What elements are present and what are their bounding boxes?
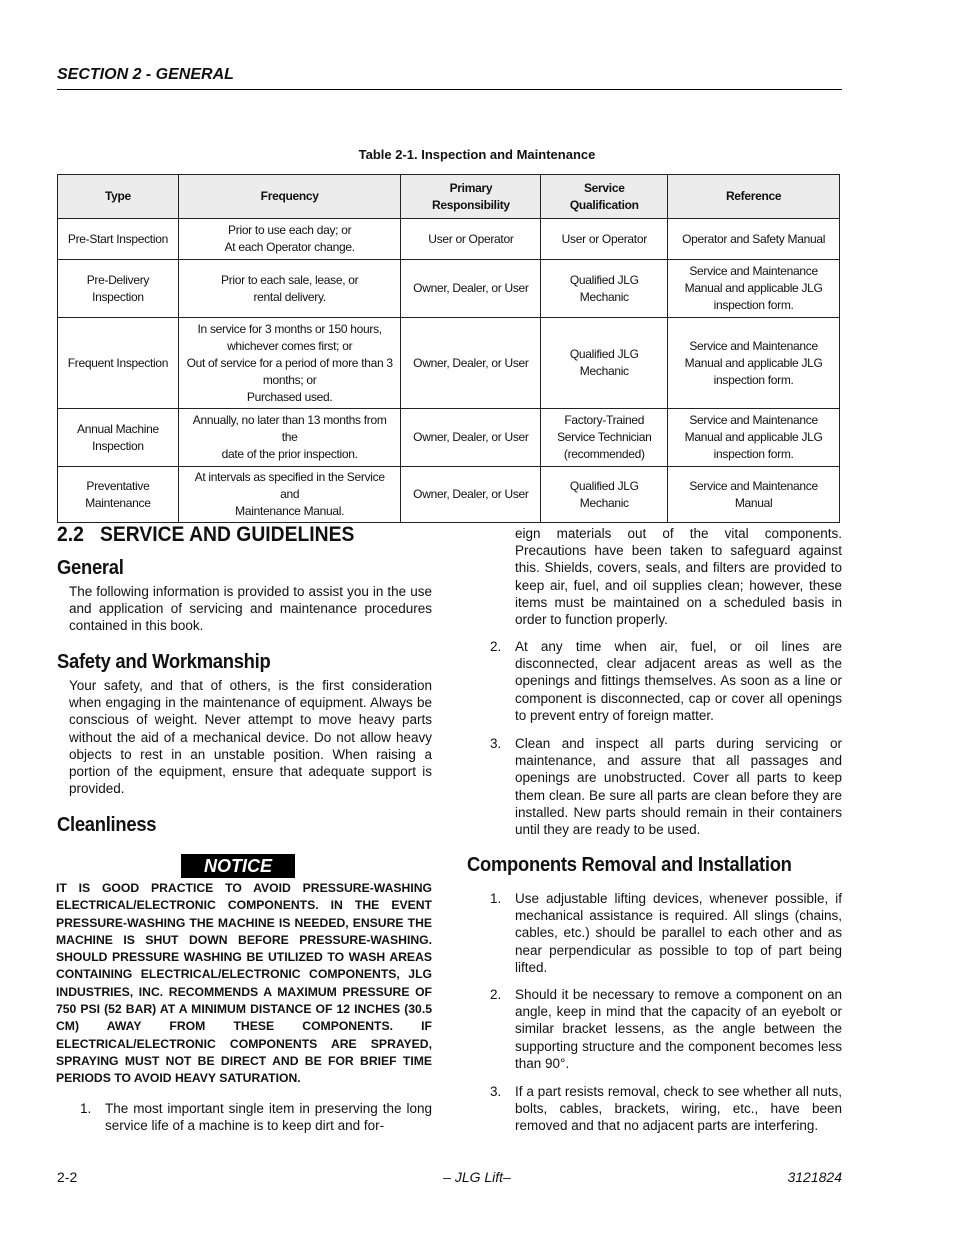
list-item xyxy=(490,890,842,976)
table-cell: Qualified JLG Mechanic xyxy=(541,318,668,409)
list-item xyxy=(490,638,842,724)
list-item-text: The most important single item in preserving the long service life of a machine is to keep dirt and for- xyxy=(105,1101,432,1134)
table-cell: Owner, Dealer, or User xyxy=(401,260,541,318)
table-cell: Prior to use each day; or At each Operator change. xyxy=(178,219,401,260)
list-item xyxy=(490,735,842,838)
table-row xyxy=(58,219,840,260)
col-header-reference: Reference xyxy=(668,175,840,219)
table-cell: Service and Maintenance Manual xyxy=(668,467,840,523)
table-cell: Annually, no later than 13 months from the date of the prior inspection. xyxy=(178,409,401,467)
safety-heading: Safety and Workmanship xyxy=(57,651,271,673)
table-cell: Owner, Dealer, or User xyxy=(401,467,541,523)
table-row xyxy=(58,260,840,318)
list-item-number: 2. xyxy=(490,987,502,1002)
safety-text: Your safety, and that of others, is the first consideration when engaging in the maintenance of equipment. Always be conscious of weight. Never attempt to move heavy parts without the aid of a mechanical device. Do not allow heavy objects to rest in an unstable position. When raising a portion of the equipment, ensure that adequate support is provided. xyxy=(69,678,432,797)
table-cell: Preventative Maintenance xyxy=(58,467,179,523)
section-header: SECTION 2 - GENERAL xyxy=(57,66,234,83)
list-item xyxy=(490,1083,842,1135)
list-item-text: If a part resists removal, check to see whether all nuts, bolts, cables, brackets, wiring, etc., have been removed and that no adjacent parts are interfering. xyxy=(515,1084,842,1134)
table-cell: In service for 3 months or 150 hours, whichever comes first; or Out of service for a period of more than 3 months; or Purchased used. xyxy=(178,318,401,409)
list-item-text: Clean and inspect all parts during servicing or maintenance, and assure that all passages and openings are unobstructed. Cover all parts to keep them clean. Be sure all parts are clean before they are installed. New parts should remain in their containers until they are ready to be used. xyxy=(515,736,842,838)
table-row xyxy=(58,318,840,409)
table-cell: Owner, Dealer, or User xyxy=(401,318,541,409)
list-item-continued: eign materials out of the vital components. Precautions have been taken to safeguard against this. Shields, covers, seals, and filters are provided to keep air, fuel, and oil supplies clean; however, these items must be maintained on a scheduled basis in order to function properly. xyxy=(515,526,842,628)
list-item-text: Use adjustable lifting devices, whenever possible, if mechanical assistance is required. All slings (chains, cables, etc.) should be parallel to each other and as near perpendicular as possible to top of part being lifted. xyxy=(515,891,842,975)
list-item-number: 1. xyxy=(80,1101,92,1116)
col-header-responsibility: Primary Responsibility xyxy=(401,175,541,219)
table-cell: Service and Maintenance Manual and applicable JLG inspection form. xyxy=(668,260,840,318)
list-item-number: 3. xyxy=(490,736,502,751)
table-title: Table 2-1. Inspection and Maintenance xyxy=(358,147,596,162)
table-cell: Pre-Start Inspection xyxy=(58,219,179,260)
table-cell: Frequent Inspection xyxy=(58,318,179,409)
table-header-row xyxy=(58,175,840,219)
list-item-number: 3. xyxy=(490,1084,502,1099)
general-text: The following information is provided to assist you in the use and application of servicing and maintenance procedures contained in this book. xyxy=(69,584,432,634)
table-cell: Owner, Dealer, or User xyxy=(401,409,541,467)
list-item-number: 2. xyxy=(490,639,502,654)
list-item-number: 1. xyxy=(490,891,502,906)
inspection-table xyxy=(57,174,840,523)
col-header-frequency: Frequency xyxy=(178,175,401,219)
footer-center: – JLG Lift– xyxy=(443,1169,511,1185)
table-row xyxy=(58,467,840,523)
header-rule xyxy=(57,89,842,90)
section-title: 2.2 SERVICE AND GUIDELINES xyxy=(57,523,355,546)
cleanliness-heading: Cleanliness xyxy=(57,814,157,836)
table-cell: User or Operator xyxy=(401,219,541,260)
col-header-type: Type xyxy=(58,175,179,219)
list-item-text: Should it be necessary to remove a component on an angle, keep in mind that the capacity of an eyebolt or similar bracket lessens, as the angle between the supporting structure and the component becomes less than 90°. xyxy=(515,987,842,1071)
doc-number: 3121824 xyxy=(787,1169,842,1185)
table-cell: Pre-Delivery Inspection xyxy=(58,260,179,318)
page-number: 2-2 xyxy=(57,1169,78,1185)
notice-label: NOTICE xyxy=(181,854,295,878)
notice-text: IT IS GOOD PRACTICE TO AVOID PRESSURE-WASHING ELECTRICAL/ELECTRONIC COMPONENTS. IN THE EVENT PRESSURE-WASHING THE MACHINE IS NEEDED, ENSURE THE MACHINE IS SHUT DOWN BEFORE PRESSURE-WASHING. SHOULD PRESSURE WASHING BE UTILIZED TO WASH AREAS CONTAINING ELECTRICAL/ELECTRONIC COMPONENTS, JLG INDUSTRIES, INC. RECOMMENDS A MAXIMUM PRESSURE OF 750 PSI (52 BAR) AT A MINIMUM DISTANCE OF 12 INCHES (30.5 CM) AWAY FROM THESE COMPONENTS. IF ELECTRICAL/ELECTRONIC COMPONENTS ARE SPRAYED, SPRAYING MUST NOT BE DIRECT AND BE FOR BRIEF TIME PERIODS TO AVOID HEAVY SATURATION. xyxy=(56,881,432,1086)
table-cell: Qualified JLG Mechanic xyxy=(541,260,668,318)
table-cell: Service and Maintenance Manual and applicable JLG inspection form. xyxy=(668,318,840,409)
table-cell: Prior to each sale, lease, or rental delivery. xyxy=(178,260,401,318)
list-item-text: At any time when air, fuel, or oil lines are disconnected, clear adjacent areas as well as the openings and fittings themselves. As soon as a line or component is disconnected, cap or cover all openings to prevent entry of foreign matter. xyxy=(515,639,842,723)
table-cell: Annual Machine Inspection xyxy=(58,409,179,467)
list-item xyxy=(490,986,842,1072)
list-item xyxy=(80,1100,432,1134)
table-row xyxy=(58,409,840,467)
table-cell: Service and Maintenance Manual and applicable JLG inspection form. xyxy=(668,409,840,467)
table-cell: Qualified JLG Mechanic xyxy=(541,467,668,523)
table-cell: User or Operator xyxy=(541,219,668,260)
components-heading: Components Removal and Installation xyxy=(467,854,792,876)
table-cell: Factory-Trained Service Technician (recommended) xyxy=(541,409,668,467)
col-header-qualification: Service Qualification xyxy=(541,175,668,219)
table-cell: Operator and Safety Manual xyxy=(668,219,840,260)
table-cell: At intervals as specified in the Service and Maintenance Manual. xyxy=(178,467,401,523)
general-heading: General xyxy=(57,557,124,579)
